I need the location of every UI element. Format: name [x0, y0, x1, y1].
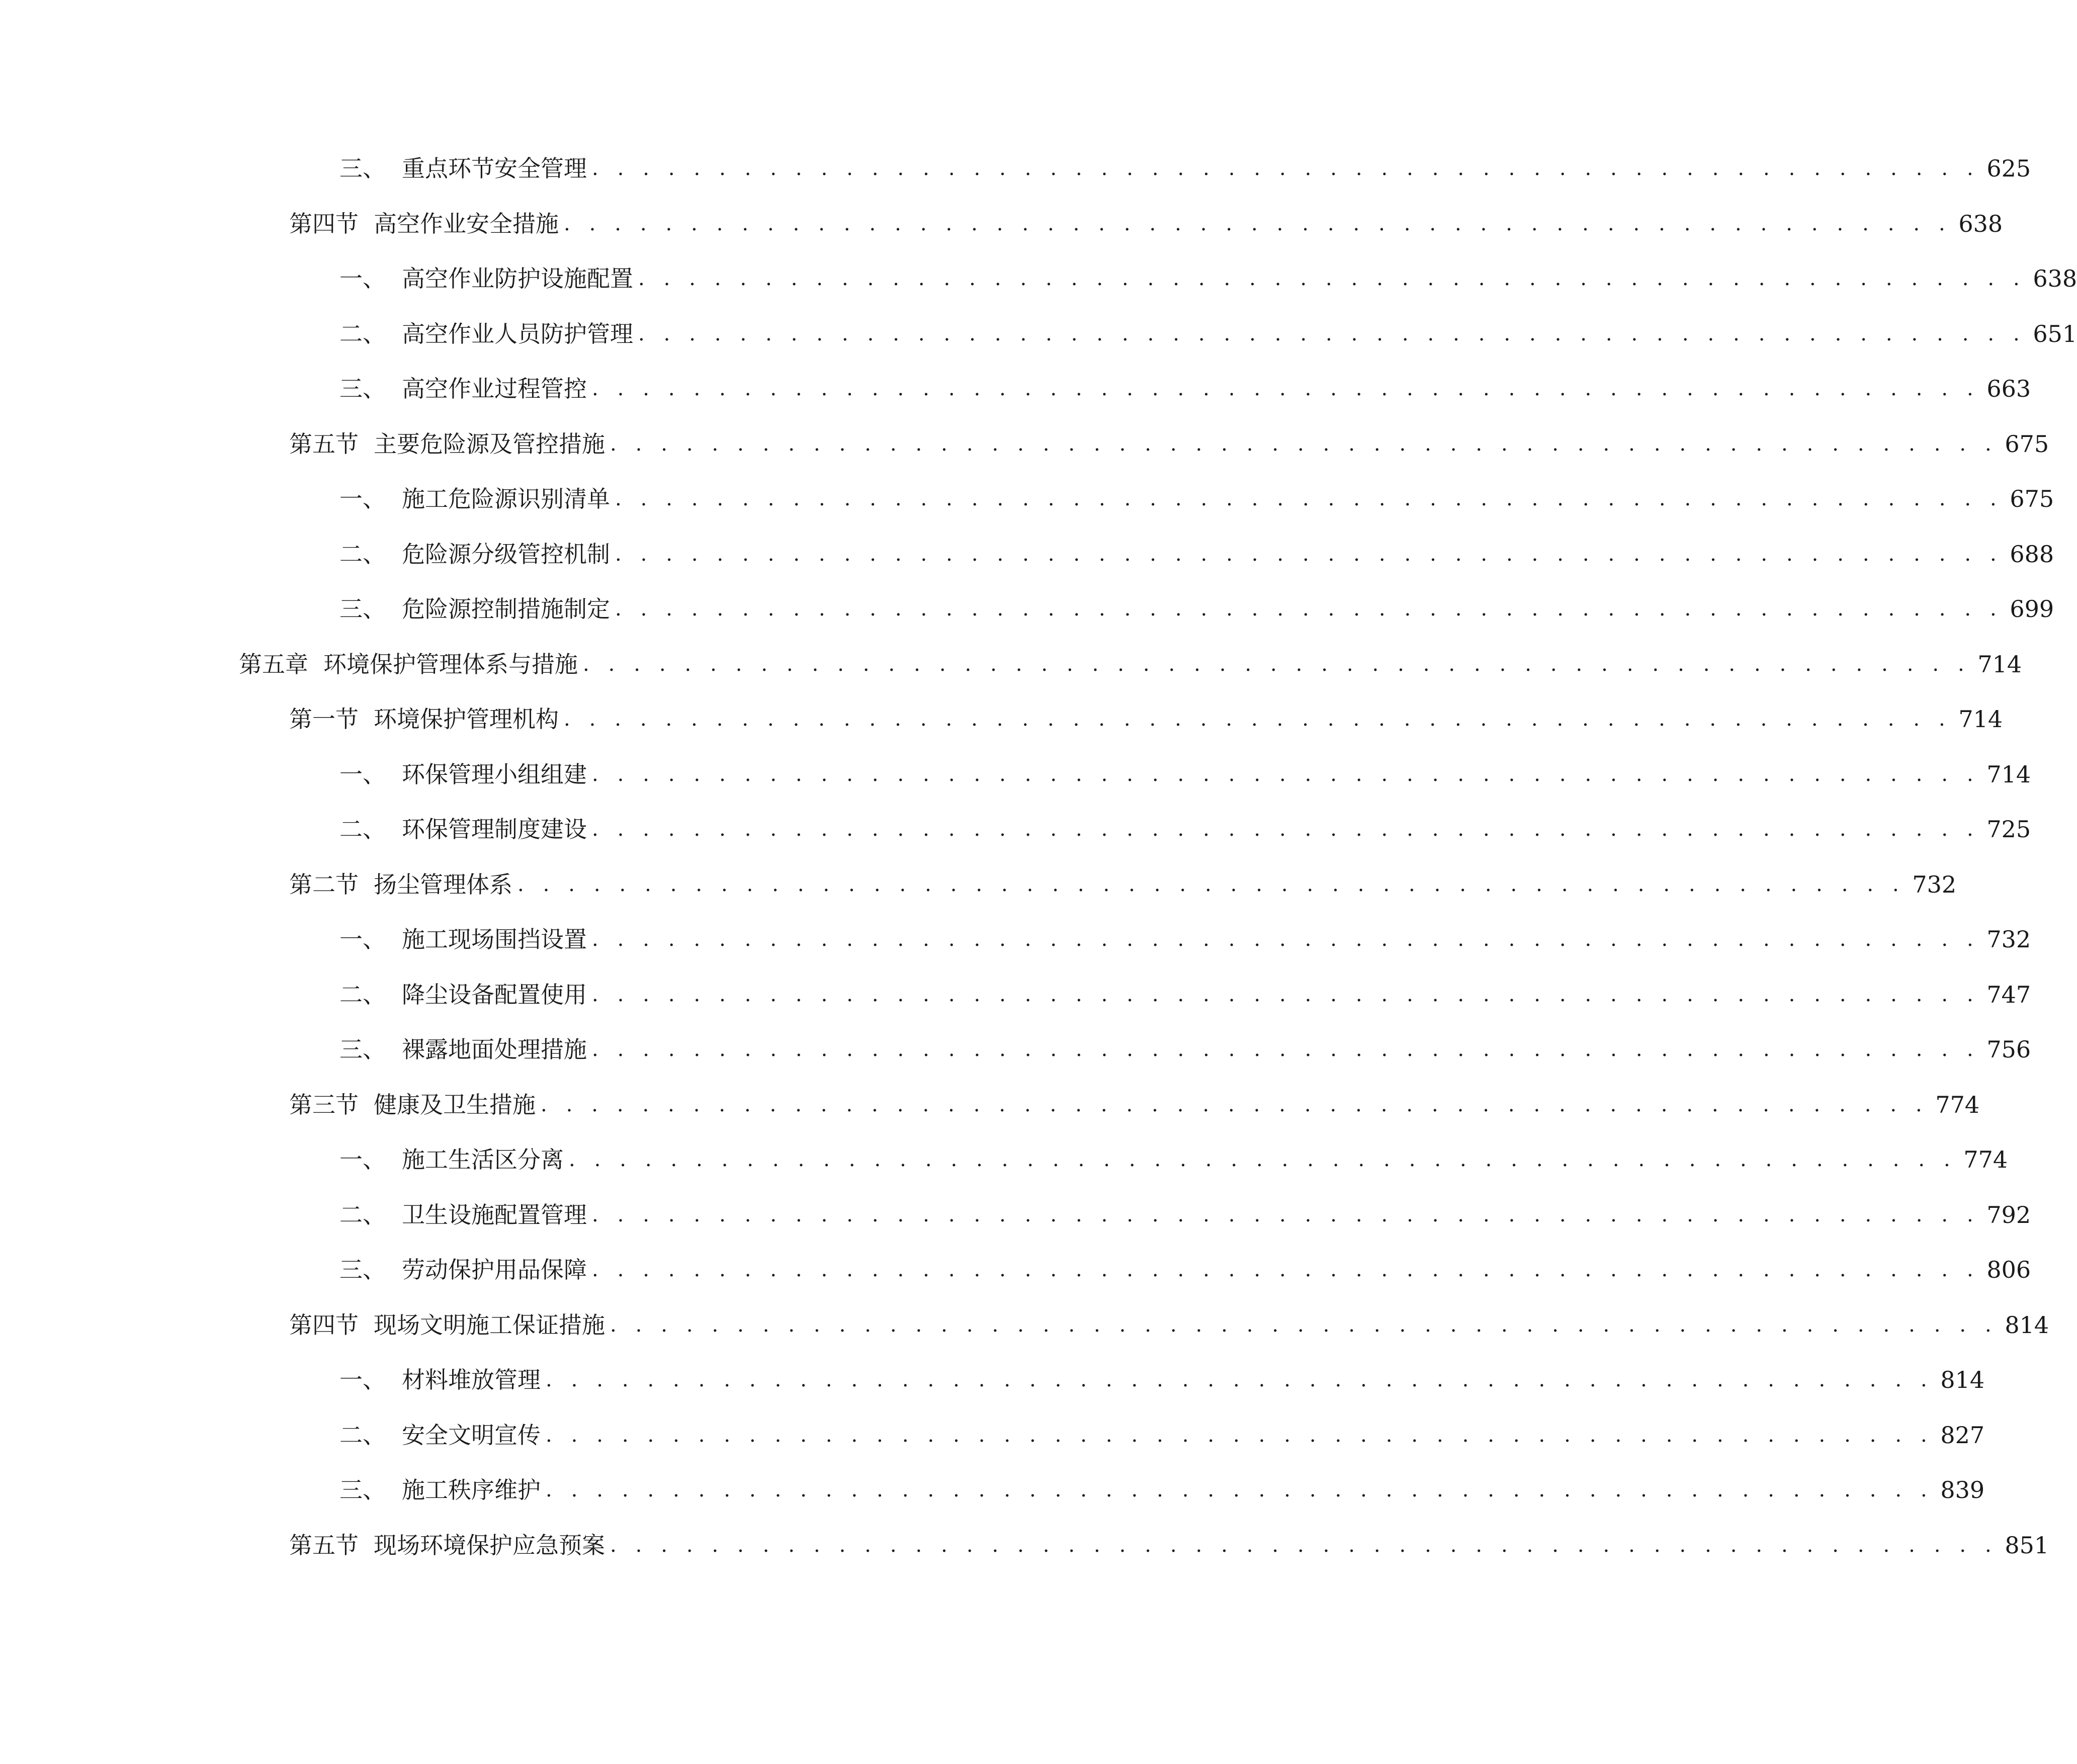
toc-dot-leader: . . . . . . . . . . . . . . . . . . . . . . . . . . . . . . . . . . . . . . . . . . . . . . . . . . . . . . .: [592, 157, 1980, 180]
toc-entry-page: 714: [1958, 705, 2003, 733]
toc-entry-title: 环境保护管理体系与措施: [323, 651, 578, 678]
toc-entry-number: 一、: [339, 1366, 386, 1393]
toc-entry[interactable]: [339, 809, 2031, 849]
toc-dot-leader: . . . . . . . . . . . . . . . . . . . . . . . . . . . . . . . . . . . . . . . . . . . . . . . . . . . . . . .: [592, 1203, 1980, 1226]
toc-entry-number: 三、: [339, 595, 386, 623]
toc-entry-page: 651: [2033, 320, 2077, 347]
toc-entry-title: 劳动保护用品保障: [402, 1256, 587, 1283]
toc-entry[interactable]: [339, 479, 2054, 519]
toc-dot-leader: . . . . . . . . . . . . . . . . . . . . . . . . . . . . . . . . . . . . . . . . . . . . . . . . . . . . . . .: [592, 983, 1980, 1006]
toc-entry-title: 高空作业安全措施: [374, 210, 559, 237]
toc-entry-number: 一、: [339, 485, 386, 512]
toc-entry-title: 卫生设施配置管理: [402, 1201, 587, 1228]
toc-entry-title: 主要危险源及管控措施: [374, 430, 605, 458]
toc-entry-number: 第一节: [289, 705, 359, 733]
toc-entry-title: 现场文明施工保证措施: [374, 1311, 605, 1339]
toc-entry-page: 725: [1986, 816, 2031, 843]
toc-entry[interactable]: [289, 1305, 2049, 1345]
toc-dot-leader: . . . . . . . . . . . . . . . . . . . . . . . . . . . . . . . . . . . . . . . . . . . . . . . . . . . . . . .: [610, 1313, 1998, 1337]
toc-entry-page: 638: [1958, 210, 2003, 237]
toc-dot-leader: . . . . . . . . . . . . . . . . . . . . . . . . . . . . . . . . . . . . . . . . . . . . . . . . . . . . . . .: [564, 708, 1952, 731]
toc-dot-leader: . . . . . . . . . . . . . . . . . . . . . . . . . . . . . . . . . . . . . . . . . . . . . . . . . . . . . . .: [564, 212, 1952, 235]
toc-entry-title: 健康及卫生措施: [374, 1091, 536, 1118]
toc-entry-number: 二、: [339, 981, 386, 1008]
toc-entry[interactable]: [339, 589, 2054, 629]
toc-entry[interactable]: [289, 864, 1957, 905]
toc-dot-leader: . . . . . . . . . . . . . . . . . . . . . . . . . . . . . . . . . . . . . . . . . . . . . . . . . . . . . . .: [583, 653, 1971, 676]
toc-entry[interactable]: [339, 1139, 2008, 1180]
toc-entry-page: 688: [2010, 541, 2054, 568]
toc-entry[interactable]: [339, 148, 2031, 189]
toc-entry-page: 747: [1986, 981, 2031, 1008]
toc-entry[interactable]: [339, 1415, 1985, 1455]
toc-entry[interactable]: [339, 754, 2031, 795]
toc-entry-number: 第五节: [289, 430, 359, 458]
toc-entry-page: 792: [1986, 1201, 2031, 1228]
toc-entry[interactable]: [289, 1525, 2049, 1565]
toc-entry-number: 二、: [339, 541, 386, 568]
toc-entry-title: 施工秩序维护: [402, 1476, 541, 1504]
toc-entry[interactable]: [289, 204, 2003, 244]
toc-entry-page: 663: [1986, 375, 2031, 402]
toc-entry-page: 732: [1912, 871, 1957, 898]
toc-entry-title: 危险源控制措施制定: [402, 595, 610, 623]
toc-entry-title: 环保管理小组组建: [402, 761, 587, 788]
toc-entry[interactable]: [239, 644, 2022, 684]
toc-entry[interactable]: [339, 314, 2077, 354]
toc-entry-page: 806: [1986, 1256, 2031, 1283]
toc-dot-leader: . . . . . . . . . . . . . . . . . . . . . . . . . . . . . . . . . . . . . . . . . . . . . . . . . . . . . . .: [610, 1534, 1998, 1557]
toc-entry-title: 材料堆放管理: [402, 1366, 541, 1393]
toc-entry-title: 危险源分级管控机制: [402, 541, 610, 568]
toc-dot-leader: . . . . . . . . . . . . . . . . . . . . . . . . . . . . . . . . . . . . . . . . . . . . . . . . . . . . . . .: [546, 1478, 1934, 1502]
toc-dot-leader: . . . . . . . . . . . . . . . . . . . . . . . . . . . . . . . . . . . . . . . . . . . . . . . . . . . . . . .: [615, 597, 2003, 621]
toc-entry-page: 638: [2033, 265, 2077, 292]
toc-entry-number: 三、: [339, 375, 386, 402]
toc-dot-leader: . . . . . . . . . . . . . . . . . . . . . . . . . . . . . . . . . . . . . . . . . . . . . . . . . . . . . . .: [592, 1258, 1980, 1281]
toc-entry[interactable]: [339, 1250, 2031, 1290]
toc-entry[interactable]: [289, 699, 2003, 739]
toc-dot-leader: . . . . . . . . . . . . . . . . . . . . . . . . . . . . . . . . . . . . . . . . . . . . . . . . . . . . . . .: [592, 377, 1980, 400]
toc-entry-page: 814: [1940, 1366, 1985, 1393]
toc-entry-number: 三、: [339, 155, 386, 182]
toc-dot-leader: . . . . . . . . . . . . . . . . . . . . . . . . . . . . . . . . . . . . . . . . . . . . . . . . . . . . . . .: [569, 1148, 1957, 1171]
toc-entry-page: 756: [1986, 1036, 2031, 1063]
toc-entry-number: 第五章: [239, 651, 308, 678]
toc-entry-number: 一、: [339, 926, 386, 953]
toc-entry-page: 625: [1986, 155, 2031, 182]
toc-entry-number: 一、: [339, 265, 386, 292]
toc-entry-title: 环境保护管理机构: [374, 705, 559, 733]
toc-entry-page: 839: [1940, 1476, 1985, 1504]
toc-entry-number: 第三节: [289, 1091, 359, 1118]
toc-entry-title: 施工生活区分离: [402, 1146, 564, 1173]
toc-entry-page: 774: [1963, 1146, 2008, 1173]
toc-entry-page: 675: [2010, 485, 2054, 512]
toc-entry-page: 714: [1977, 651, 2022, 678]
toc-entry[interactable]: [339, 1360, 1985, 1400]
toc-entry[interactable]: [339, 258, 2077, 299]
toc-entry-page: 714: [1986, 761, 2031, 788]
toc-entry-title: 重点环节安全管理: [402, 155, 587, 182]
toc-entry-title: 裸露地面处理措施: [402, 1036, 587, 1063]
toc-entry[interactable]: [339, 975, 2031, 1015]
toc-dot-leader: . . . . . . . . . . . . . . . . . . . . . . . . . . . . . . . . . . . . . . . . . . . . . . . . . . . . . . .: [592, 763, 1980, 786]
toc-dot-leader: . . . . . . . . . . . . . . . . . . . . . . . . . . . . . . . . . . . . . . . . . . . . . . . . . . . . . . .: [546, 1424, 1934, 1447]
toc-entry-title: 降尘设备配置使用: [402, 981, 587, 1008]
toc-entry-title: 高空作业过程管控: [402, 375, 587, 402]
toc-dot-leader: . . . . . . . . . . . . . . . . . . . . . . . . . . . . . . . . . . . . . . . . . . . . . . . . . . . . . . .: [615, 487, 2003, 510]
toc-entry-number: 三、: [339, 1476, 386, 1504]
toc-dot-leader: . . . . . . . . . . . . . . . . . . . . . . . . . . . . . . . . . . . . . . . . . . . . . . . . . . . . . . .: [615, 543, 2003, 566]
toc-dot-leader: . . . . . . . . . . . . . . . . . . . . . . . . . . . . . . . . . . . . . . . . . . . . . . . . . . . . . . .: [541, 1093, 1929, 1116]
toc-dot-leader: . . . . . . . . . . . . . . . . . . . . . . . . . . . . . . . . . . . . . . . . . . . . . . . . . . . . . . .: [592, 1038, 1980, 1061]
toc-entry-number: 二、: [339, 1422, 386, 1449]
toc-entry[interactable]: [289, 424, 2049, 464]
toc-entry-number: 二、: [339, 816, 386, 843]
toc-entry-number: 二、: [339, 1201, 386, 1228]
toc-entry-title: 扬尘管理体系: [374, 871, 512, 898]
toc-entry-page: 699: [2010, 595, 2054, 623]
toc-entry-page: 851: [2005, 1532, 2049, 1559]
toc-dot-leader: . . . . . . . . . . . . . . . . . . . . . . . . . . . . . . . . . . . . . . . . . . . . . . . . . . . . . . .: [638, 322, 2026, 345]
toc-entry-page: 774: [1935, 1091, 1980, 1118]
toc-dot-leader: . . . . . . . . . . . . . . . . . . . . . . . . . . . . . . . . . . . . . . . . . . . . . . . . . . . . . . .: [546, 1368, 1934, 1391]
toc-dot-leader: . . . . . . . . . . . . . . . . . . . . . . . . . . . . . . . . . . . . . . . . . . . . . . . . . . . . . . .: [592, 928, 1980, 951]
toc-entry-title: 施工现场围挡设置: [402, 926, 587, 953]
toc-entry[interactable]: [339, 369, 2031, 409]
toc-entry[interactable]: [339, 534, 2054, 574]
toc-entry[interactable]: [339, 919, 2031, 959]
toc-entry-page: 827: [1940, 1422, 1985, 1449]
toc-entry-title: 安全文明宣传: [402, 1422, 541, 1449]
toc-entry-title: 高空作业防护设施配置: [402, 265, 633, 292]
toc-dot-leader: . . . . . . . . . . . . . . . . . . . . . . . . . . . . . . . . . . . . . . . . . . . . . . . . . . . . . . .: [517, 873, 1906, 896]
toc-entry-number: 三、: [339, 1256, 386, 1283]
toc-entry-number: 第四节: [289, 210, 359, 237]
toc-entry-number: 第二节: [289, 871, 359, 898]
toc-entry-number: 第四节: [289, 1311, 359, 1339]
toc-entry-title: 高空作业人员防护管理: [402, 320, 633, 347]
toc-entry[interactable]: [289, 1085, 1980, 1125]
toc-entry-title: 现场环境保护应急预案: [374, 1532, 605, 1559]
toc-entry-page: 675: [2005, 430, 2049, 458]
toc-entry-number: 一、: [339, 761, 386, 788]
toc-dot-leader: . . . . . . . . . . . . . . . . . . . . . . . . . . . . . . . . . . . . . . . . . . . . . . . . . . . . . . .: [610, 432, 1998, 456]
toc-entry[interactable]: [339, 1195, 2031, 1235]
toc-dot-leader: . . . . . . . . . . . . . . . . . . . . . . . . . . . . . . . . . . . . . . . . . . . . . . . . . . . . . . .: [638, 267, 2026, 290]
toc-entry-number: 二、: [339, 320, 386, 347]
toc-entry-title: 环保管理制度建设: [402, 816, 587, 843]
toc-entry-number: 一、: [339, 1146, 386, 1173]
toc-entry-number: 三、: [339, 1036, 386, 1063]
toc-entry[interactable]: [339, 1470, 1985, 1510]
toc-entry-title: 施工危险源识别清单: [402, 485, 610, 512]
toc-entry-page: 814: [2005, 1311, 2049, 1339]
toc-entry-page: 732: [1986, 926, 2031, 953]
toc-entry[interactable]: [339, 1029, 2031, 1070]
toc-dot-leader: . . . . . . . . . . . . . . . . . . . . . . . . . . . . . . . . . . . . . . . . . . . . . . . . . . . . . . .: [592, 818, 1980, 841]
toc-entry-number: 第五节: [289, 1532, 359, 1559]
